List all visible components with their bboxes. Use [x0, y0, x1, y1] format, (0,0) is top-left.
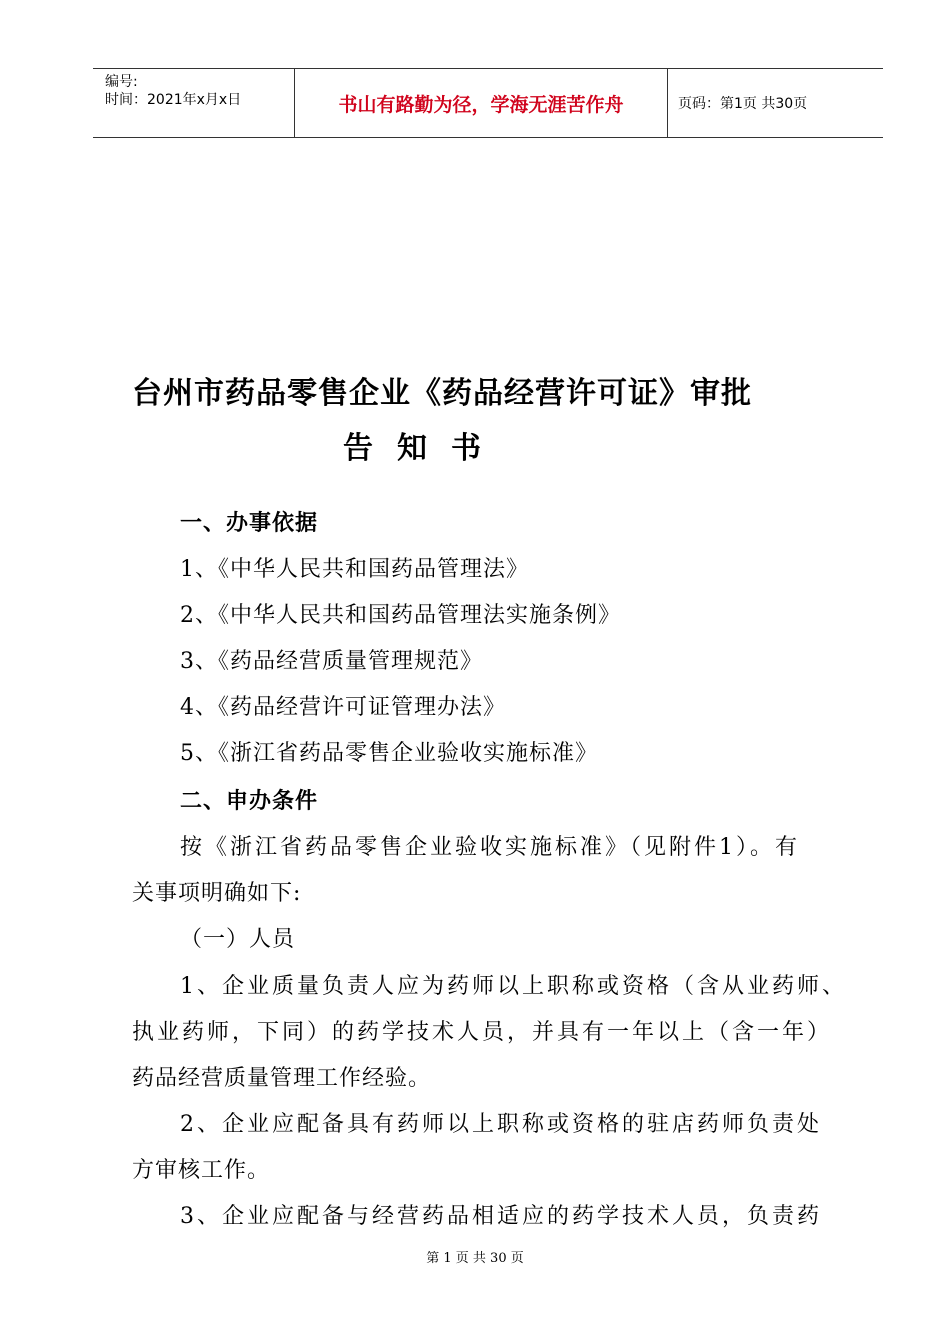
list-item: 2、《中华人民共和国药品管理法实施条例》: [180, 603, 621, 628]
time-label: 时间：2021年x月x日: [105, 92, 242, 108]
list-item: 4、《药品经营许可证管理办法》: [180, 695, 506, 720]
paragraph-line: 方审核工作。: [132, 1158, 271, 1183]
section-2-heading: 二、申办条件: [180, 789, 319, 814]
paragraph-line: 药品经营质量管理工作经验。: [132, 1066, 432, 1091]
list-item: 1、《中华人民共和国药品管理法》: [180, 557, 529, 582]
subsection-heading: （一）人员: [180, 927, 296, 952]
list-item: 3、《药品经营质量管理规范》: [180, 649, 483, 674]
header-page: 页码：第1页 共30页: [678, 96, 808, 112]
paragraph-line: 3、企业应配备与经营药品相适应的药学技术人员，负责药: [180, 1204, 822, 1229]
list-item: 5、《浙江省药品零售企业验收实施标准》: [180, 741, 598, 766]
number-label: 编号:: [105, 74, 138, 90]
page-footer: 第 1 页 共 30 页: [426, 1251, 524, 1266]
paragraph-line: 2、企业应配备具有药师以上职称或资格的驻店药师负责处: [180, 1112, 822, 1137]
paragraph-line: 1、企业质量负责人应为药师以上职称或资格（含从业药师、: [180, 974, 847, 999]
document-title: 台州市药品零售企业《药品经营许可证》审批: [132, 376, 752, 411]
paragraph-line: 执业药师，下同）的药学技术人员，并具有一年以上（含一年）: [132, 1020, 833, 1045]
header-motto: 书山有路勤为径，学海无涯苦作舟: [295, 69, 668, 137]
paragraph-line: 按《浙江省药品零售企业验收实施标准》（见附件1）。有: [180, 835, 800, 860]
header-meta: [93, 69, 295, 137]
header-table: [93, 68, 883, 138]
section-1-heading: 一、办事依据: [180, 511, 319, 536]
paragraph-line: 关事项明确如下:: [132, 881, 302, 906]
document-subtitle: 告知书: [343, 431, 505, 466]
